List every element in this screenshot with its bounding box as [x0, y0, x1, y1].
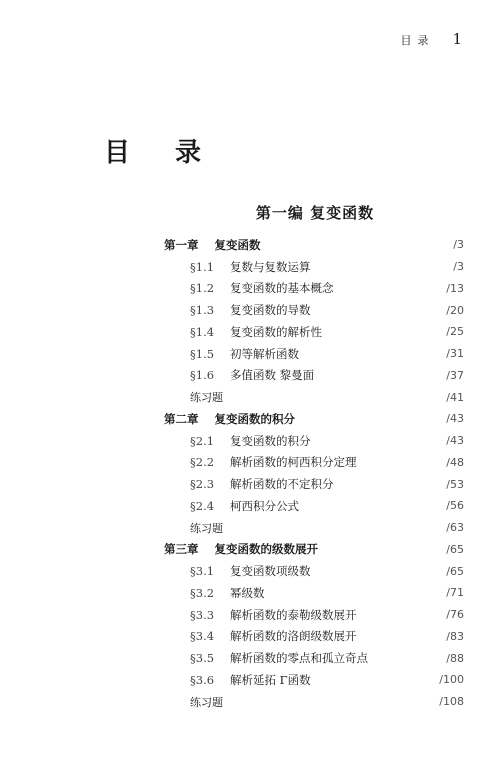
toc-section-row[interactable] — [164, 560, 464, 582]
toc-chapter-row[interactable] — [164, 234, 464, 256]
page-reference: /108 — [439, 695, 464, 709]
toc-section-row[interactable] — [164, 430, 464, 452]
page-reference: /3 — [453, 238, 464, 252]
toc-section-row[interactable] — [164, 495, 464, 517]
section-number: §1.2 — [190, 281, 215, 296]
page-reference: /71 — [446, 586, 464, 600]
page-reference: /100 — [439, 673, 464, 687]
page-reference: /31 — [446, 347, 464, 361]
section-number: §1.3 — [190, 303, 215, 318]
entry-title: 复变函数项级数 — [230, 564, 311, 579]
entry-title: 练习题 — [190, 695, 223, 709]
page-reference: /25 — [446, 325, 464, 339]
toc-heading: 目 录 — [104, 138, 220, 168]
page-reference: /88 — [446, 651, 464, 665]
toc-entry-label — [164, 302, 311, 318]
toc-entry-label — [164, 389, 223, 405]
toc-section-row[interactable] — [164, 256, 464, 278]
page-reference: /76 — [446, 608, 464, 622]
toc-section-row[interactable] — [164, 647, 464, 669]
page-reference: /41 — [446, 390, 464, 404]
section-number: §2.2 — [190, 455, 215, 470]
page-reference: /13 — [446, 281, 464, 295]
toc-chapter-row[interactable] — [164, 408, 464, 430]
toc-entry-label — [164, 694, 223, 710]
entry-title: 复变函数的解析性 — [230, 324, 322, 339]
toc-section-row[interactable] — [164, 626, 464, 648]
toc-entry-label — [164, 476, 334, 492]
toc-section-row[interactable] — [164, 582, 464, 604]
entry-title: 复变函数的积分 — [214, 411, 295, 426]
page-reference: /43 — [446, 434, 464, 448]
page-reference: /65 — [446, 542, 464, 556]
section-number: §3.4 — [190, 629, 215, 644]
toc-entry-label — [164, 498, 299, 514]
entry-title: 柯西积分公式 — [230, 498, 299, 513]
toc-entry-label — [164, 433, 311, 449]
section-number: §3.6 — [190, 672, 215, 687]
section-number: §3.2 — [190, 585, 215, 600]
entry-title: 练习题 — [190, 391, 223, 405]
toc-entry-label — [164, 454, 357, 470]
page-reference: /83 — [446, 629, 464, 643]
section-number: §3.5 — [190, 651, 215, 666]
toc-entry-label — [164, 280, 334, 296]
section-number: §3.3 — [190, 607, 215, 622]
toc-entry-label — [164, 237, 261, 253]
toc-exercise-row[interactable] — [164, 691, 464, 713]
toc-exercise-row[interactable] — [164, 386, 464, 408]
section-number: §1.1 — [190, 259, 215, 274]
page-reference: /65 — [446, 564, 464, 578]
page-reference: /43 — [446, 412, 464, 426]
entry-title: 解析函数的零点和孤立奇点 — [230, 651, 368, 666]
section-number: §1.6 — [190, 368, 215, 383]
section-number: §1.5 — [190, 346, 215, 361]
chapter-number: 第二章 — [164, 411, 199, 426]
entry-title: 解析函数的柯西积分定理 — [230, 455, 357, 470]
toc-section-row[interactable] — [164, 343, 464, 365]
page-reference: /56 — [446, 499, 464, 513]
toc-section-row[interactable] — [164, 299, 464, 321]
entry-title: 解析延拓 Γ函数 — [230, 672, 311, 687]
section-number: §2.1 — [190, 433, 215, 448]
toc-entry-label — [164, 628, 357, 644]
entry-title: 复变函数的基本概念 — [230, 281, 334, 296]
entry-title: 初等解析函数 — [230, 346, 299, 361]
toc-entry-label — [164, 585, 265, 601]
running-head — [400, 30, 462, 48]
entry-title: 多值函数 黎曼面 — [230, 368, 315, 383]
toc-section-row[interactable] — [164, 321, 464, 343]
toc-entry-label — [164, 367, 314, 383]
page-reference: /3 — [453, 260, 464, 274]
toc-entry-label — [164, 607, 357, 623]
toc-entry-label — [164, 259, 311, 275]
toc-entry-label — [164, 346, 299, 362]
page-reference: /63 — [446, 521, 464, 535]
entry-title: 幂级数 — [230, 585, 265, 600]
entry-title: 复变函数的级数展开 — [214, 542, 318, 557]
entry-title: 复数与复数运算 — [230, 259, 311, 274]
page-reference: /20 — [446, 303, 464, 317]
toc-entry-label — [164, 541, 318, 557]
chapter-number: 第三章 — [164, 542, 199, 557]
toc-section-row[interactable] — [164, 365, 464, 387]
table-of-contents — [164, 234, 464, 713]
toc-chapter-row[interactable] — [164, 539, 464, 561]
toc-section-row[interactable] — [164, 473, 464, 495]
entry-title: 复变函数的积分 — [230, 433, 311, 448]
toc-entry-label — [164, 563, 311, 579]
section-number: §3.1 — [190, 564, 215, 579]
part-title: 第一编 复变函数 — [255, 204, 375, 222]
section-number: §2.4 — [190, 498, 215, 513]
page-reference: /53 — [446, 477, 464, 491]
toc-section-row[interactable] — [164, 452, 464, 474]
entry-title: 复变函数的导数 — [230, 303, 311, 318]
section-number: §2.3 — [190, 477, 215, 492]
chapter-number: 第一章 — [164, 237, 199, 252]
toc-entry-label — [164, 520, 223, 536]
entry-title: 练习题 — [190, 521, 223, 535]
running-title: 目录 — [400, 34, 435, 47]
entry-title: 解析函数的不定积分 — [230, 477, 334, 492]
toc-entry-label — [164, 411, 295, 427]
page-reference: /37 — [446, 368, 464, 382]
toc-entry-label — [164, 650, 368, 666]
toc-section-row[interactable] — [164, 604, 464, 626]
toc-exercise-row[interactable] — [164, 517, 464, 539]
entry-title: 复变函数 — [214, 237, 261, 252]
toc-entry-label — [164, 324, 322, 340]
entry-title: 解析函数的洛朗级数展开 — [230, 629, 357, 644]
toc-entry-label — [164, 672, 311, 688]
entry-title: 解析函数的泰勒级数展开 — [230, 607, 357, 622]
page-reference: /48 — [446, 455, 464, 469]
toc-section-row[interactable] — [164, 278, 464, 300]
page-number: 1 — [452, 30, 462, 48]
toc-section-row[interactable] — [164, 669, 464, 691]
section-number: §1.4 — [190, 324, 215, 339]
